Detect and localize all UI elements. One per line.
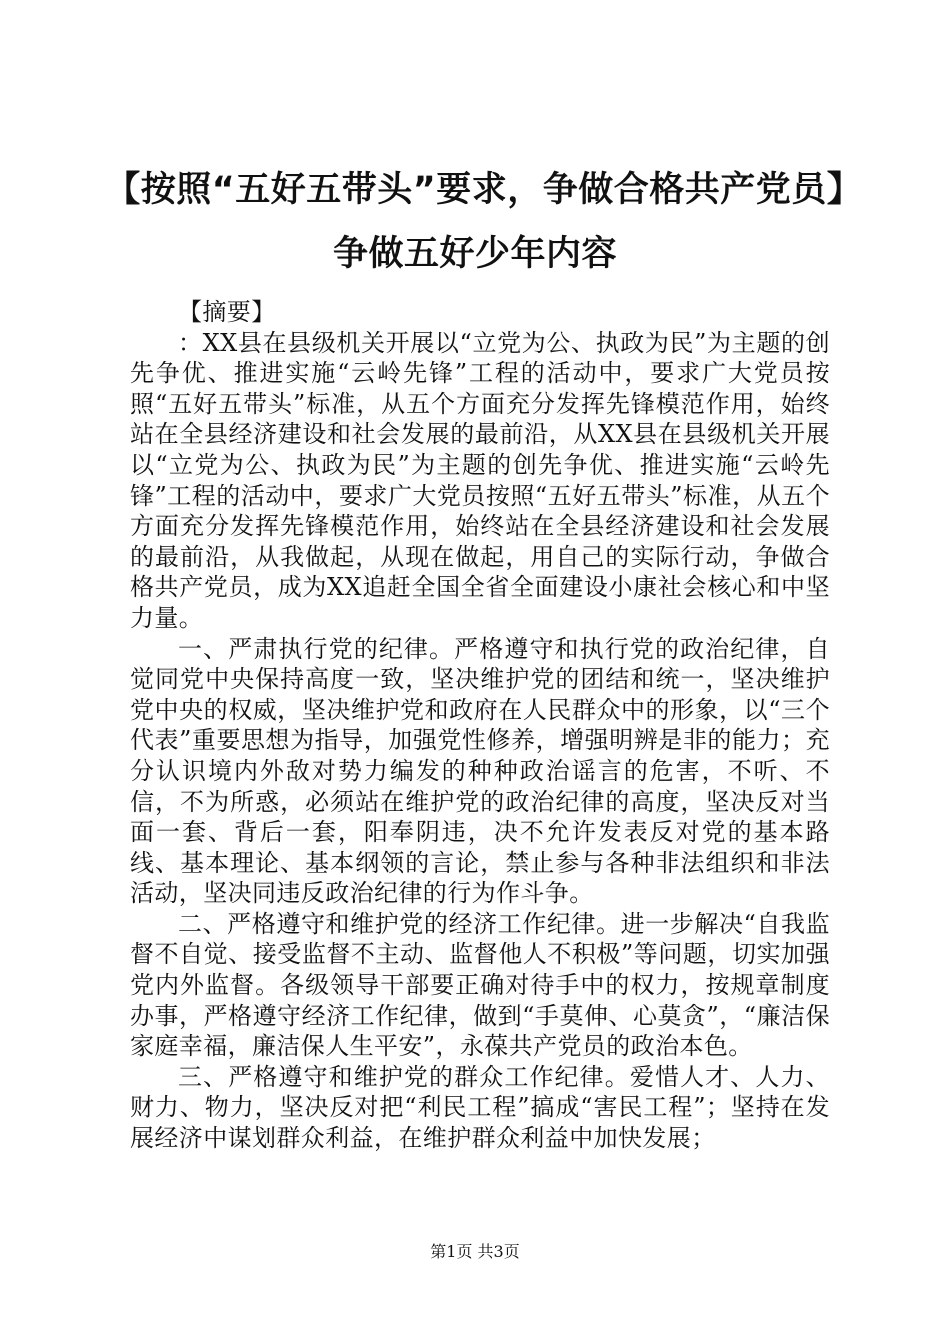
page-indicator: 第1页 共3页 <box>430 1242 520 1261</box>
page-footer <box>0 1242 950 1262</box>
abstract-label: 【摘要】 <box>178 298 276 326</box>
paragraph-mass-work-discipline: 三、严格遵守和维护党的群众工作纪律。爱惜人才、人力、财力、物力，坚决反对把“利民工程”搞成“害民工程”；坚持在发展经济中谋划群众利益，在维护群众利益中加快发展； <box>130 1062 830 1153</box>
document-title: 【按照“五好五带头”要求，争做合格共产党员】争做五好少年内容 <box>105 170 845 274</box>
abstract-paragraph: ：XX县在县级机关开展以“立党为公、执政为民”为主题的创先争优、推进实施“云岭先锋”工程的活动中，要求广大党员按照“五好五带头”标准，从五个方面充分发挥先锋模范作用，始终站在全县经济建设和社会发展的最前沿，从XX县在县级机关开展以“立党为公、执政为民”为主题的创先争优、推进实施“云岭先锋”工程的活动中，要求广大党员按照“五好五带头”标准，从五个方面充分发挥先锋模范作用，始终站在全县经济建设和社会发展的最前沿，从我做起，从现在做起，用自己的实际行动，争做合格共产党员，成为XX追赶全国全省全面建设小康社会核心和中坚力量。 <box>130 328 830 632</box>
paragraph-economic-discipline: 二、严格遵守和维护党的经济工作纪律。进一步解决“自我监督不自觉、接受监督不主动、监督他人不积极”等问题，切实加强党内外监督。各级领导干部要正确对待手中的权力，按规章制度办事，严格遵守经济工作纪律，做到“手莫伸、心莫贪”，“廉洁保家庭幸福，廉洁保人生平安”，永葆共产党员的政治本色。 <box>130 909 830 1061</box>
document-body <box>130 297 830 1154</box>
paragraph-political-discipline: 一、严肃执行党的纪律。严格遵守和执行党的政治纪律，自觉同党中央保持高度一致，坚决维护党的团结和统一，坚决维护党中央的权威，坚决维护党和政府在人民群众中的形象，以“三个代表”重要思想为指导，加强党性修养，增强明辨是非的能力；充分认识境内外敌对势力编发的种种政治谣言的危害，不听、不信，不为所惑，必须站在维护党的政治纪律的高度，坚决反对当面一套、背后一套，阳奉阴违，决不允许发表反对党的基本路线、基本理论、基本纲领的言论，禁止参与各种非法组织和非法活动，坚决同违反政治纪律的行为作斗争。 <box>130 634 830 908</box>
